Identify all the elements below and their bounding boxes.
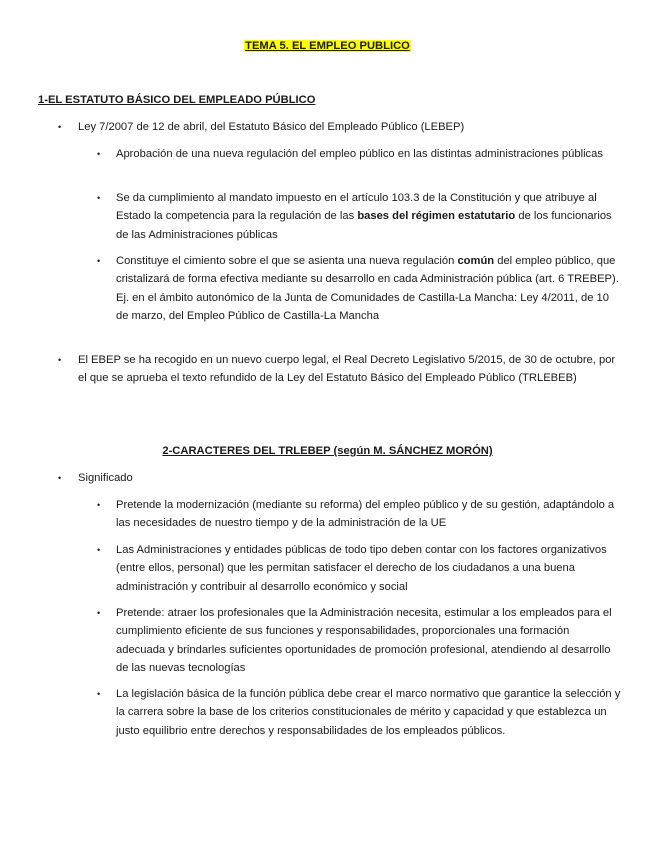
- list-item-significado: Significado: [78, 472, 133, 484]
- list-item-legislacion: La legislación básica de la función pública debe crear el marco normativo que garantice la selección y la carrera sobre la base de los criterios constitucionales de mérito y capacidad y que establezca un justo equilibrio entre derechos y responsabilidades de los empleados públicos.: [116, 688, 621, 737]
- page-title: TEMA 5. EL EMPLEO PUBLICO: [245, 40, 410, 52]
- list-item-cimiento: Constituye el cimiento sobre el que se asienta una nueva regulación común del empleo público, que cristalizará de forma efectiva mediante su desarrollo en cada Administración pública (art. 6 TREBEP). Ej. en el ámbito autonómico de la Junta de Comunidades de Castilla-La Mancha: Ley 4/2011, de 10 de marzo, del Empleo Público de Castilla-La Mancha: [116, 255, 619, 323]
- list-item-modernizacion: Pretende la modernización (mediante su reforma) del empleo público y de su gestión, adaptándolo a las necesidades de nuestro tiempo y de la administración de la UE: [116, 499, 615, 530]
- bullet-icon: •: [97, 193, 101, 203]
- bullet-icon: •: [97, 256, 101, 266]
- bullet-icon: •: [97, 608, 101, 618]
- list-item-cumplimiento: Se da cumplimiento al mandato impuesto en el artículo 103.3 de la Constitución y que atribuye al Estado la competencia para la regulación de las bases del régimen estatutario de los funcionarios de las Administraciones públicas: [116, 192, 612, 241]
- bullet-icon: •: [58, 355, 62, 365]
- bullet-icon: •: [97, 689, 101, 699]
- bullet-icon: •: [58, 473, 62, 483]
- list-item-aprobacion: Aprobación de una nueva regulación del empleo público en las distintas administraciones públicas: [116, 148, 603, 160]
- list-item-lebep: Ley 7/2007 de 12 de abril, del Estatuto Básico del Empleado Público (LEBEP): [78, 121, 465, 133]
- section-heading-estatuto: 1-EL ESTATUTO BÁSICO DEL EMPLEADO PÚBLICO: [38, 94, 316, 106]
- bullet-icon: •: [97, 500, 101, 510]
- list-item-ebep: El EBEP se ha recogido en un nuevo cuerpo legal, el Real Decreto Legislativo 5/2015, de 30 de octubre, por el que se aprueba el texto refundido de la Ley del Estatuto Básico del Empleado Público (TRLEBEB): [78, 354, 616, 385]
- bullet-icon: •: [97, 149, 101, 159]
- list-item-administraciones: Las Administraciones y entidades públicas de todo tipo deben contar con los factores organizativos (entre ellos, personal) que les permitan satisfacer el derecho de los ciudadanos a una buena administración y contribuir al desarrollo económico y social: [116, 544, 607, 593]
- bullet-icon: •: [58, 122, 62, 132]
- bullet-icon: •: [97, 545, 101, 555]
- list-item-pretende: Pretende: atraer los profesionales que la Administración necesita, estimular a los empleados para el cumplimiento eficiente de sus funciones y responsabilidades, proporcionales una formación adecuada y brindarles suficientes oportunidades de promoción profesional, atendiendo al desarrollo de las nuevas tecnologías: [116, 607, 612, 675]
- section-heading-caracteres: 2-CARACTERES DEL TRLEBEP (según M. SÁNCHEZ MORÓN): [162, 445, 493, 457]
